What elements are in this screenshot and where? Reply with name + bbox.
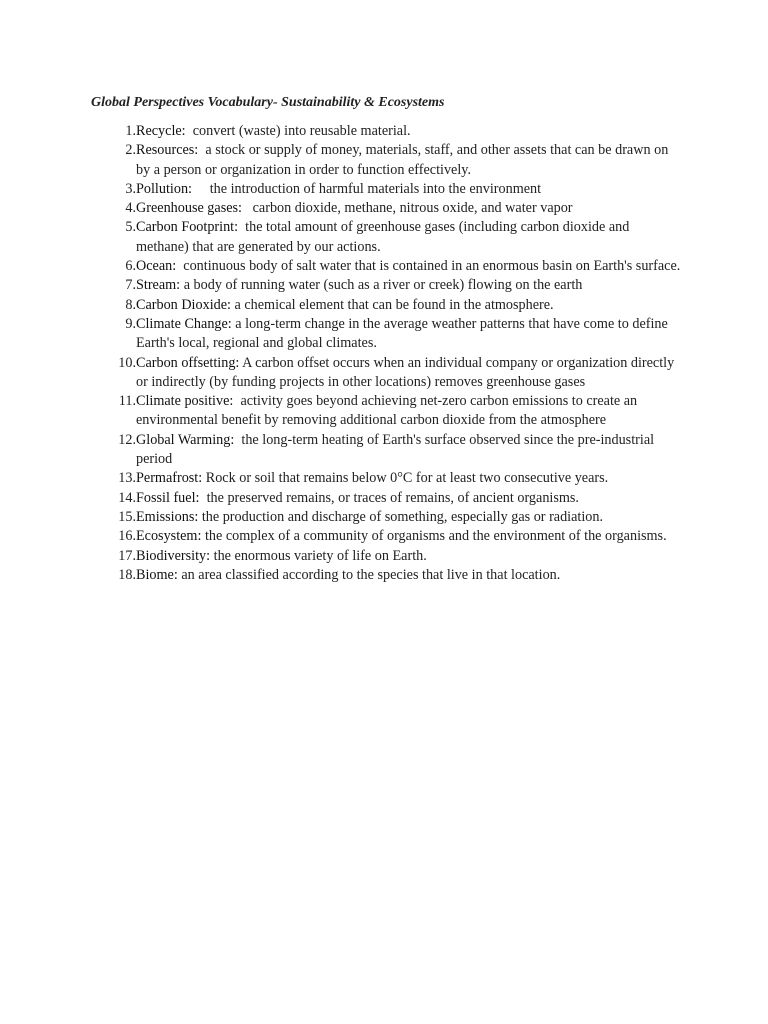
item-body: [136, 469, 681, 488]
vocab-definition: continuous body of salt water that is contained in an enormous basin on Earth's surface.: [176, 258, 681, 275]
list-item: [91, 431, 681, 470]
vocab-term: Biome:: [136, 566, 178, 583]
item-number: 2.: [125, 142, 136, 159]
item-number-cell: [91, 354, 136, 393]
document-title: Global Perspectives Vocabulary- Sustainability & Ecosystems: [91, 95, 445, 110]
item-body: [136, 141, 681, 180]
vocab-definition: convert (waste) into reusable material.: [185, 123, 411, 139]
item-body: [136, 276, 681, 295]
vocab-term: Carbon Footprint:: [136, 219, 239, 236]
vocab-term: Climate positive:: [136, 393, 234, 410]
item-body: [136, 122, 681, 141]
list-item: [91, 489, 681, 508]
item-number: 6.: [125, 258, 136, 275]
list-item: [91, 392, 681, 431]
list-item: [91, 218, 681, 257]
item-body: [136, 431, 681, 470]
vocab-definition: the production and discharge of something, especially gas or radiation.: [198, 508, 604, 525]
vocab-term: Resources:: [136, 142, 199, 159]
vocab-term: Greenhouse gases:: [136, 200, 242, 217]
vocab-definition: the preserved remains, or traces of remains, of ancient organisms.: [199, 489, 579, 506]
vocab-term: Pollution:: [136, 180, 192, 197]
vocab-definition: A carbon offset occurs when an individual company or organization directly or indirectly (by funding projects in other locations) removes greenhouse gases: [136, 354, 678, 390]
item-body: [136, 257, 681, 276]
item-number-cell: [91, 122, 136, 141]
list-item: [91, 199, 681, 218]
vocab-term: Biodiversity:: [136, 547, 211, 564]
vocab-term: Carbon Dioxide:: [136, 296, 231, 313]
item-number-cell: [91, 141, 136, 180]
list-item: [91, 508, 681, 527]
item-body: [136, 527, 681, 546]
item-number: 15.: [118, 508, 136, 525]
item-number-cell: [91, 199, 136, 218]
item-number: 5.: [125, 219, 136, 236]
vocab-term: Recycle:: [136, 123, 186, 139]
item-body: [136, 508, 681, 527]
list-item: [91, 315, 681, 354]
list-item: [91, 469, 681, 488]
vocab-definition: the total amount of greenhouse gases (including carbon dioxide and methane) that are generated by our actions.: [136, 219, 633, 255]
list-item: [91, 566, 681, 585]
item-number-cell: [91, 527, 136, 546]
item-number: 18.: [118, 566, 136, 583]
list-item: [91, 296, 681, 315]
vocabulary-list: [91, 122, 681, 585]
vocab-definition: activity goes beyond achieving net-zero carbon emissions to create an environmental benefit by removing additional carbon dioxide from the atmosphere: [136, 393, 641, 429]
item-body: [136, 566, 681, 585]
item-number: 7.: [125, 277, 136, 294]
list-item: [91, 354, 681, 393]
item-number: 1.: [125, 123, 136, 139]
item-number-cell: [91, 547, 136, 566]
item-number: 8.: [125, 296, 136, 313]
list-item: [91, 547, 681, 566]
item-number-cell: [91, 392, 136, 431]
list-item: [91, 257, 681, 276]
item-number-cell: [91, 431, 136, 470]
item-number-cell: [91, 257, 136, 276]
vocab-term: Fossil fuel:: [136, 489, 200, 506]
item-number: 4.: [125, 200, 136, 217]
item-number: 16.: [118, 528, 136, 545]
vocab-definition: a stock or supply of money, materials, staff, and other assets that can be drawn on by a person or organization in order to function effectively.: [136, 142, 672, 178]
vocab-definition: a chemical element that can be found in the atmosphere.: [230, 296, 554, 313]
vocab-term: Stream:: [136, 277, 181, 294]
item-body: [136, 489, 681, 508]
vocab-definition: the introduction of harmful materials into the environment: [191, 180, 542, 197]
item-body: [136, 354, 681, 393]
vocab-definition: the complex of a community of organisms and the environment of the organisms.: [201, 528, 667, 545]
item-number: 9.: [125, 315, 136, 332]
vocab-term: Climate Change:: [136, 315, 232, 332]
item-body: [136, 199, 681, 218]
item-body: [136, 218, 681, 257]
item-body: [136, 547, 681, 566]
list-item: [91, 527, 681, 546]
vocab-term: Emissions:: [136, 508, 199, 525]
item-number-cell: [91, 180, 136, 199]
item-number: 10.: [118, 354, 136, 371]
list-item: [91, 276, 681, 295]
item-number-cell: [91, 508, 136, 527]
vocab-term: Global Warming:: [136, 431, 235, 448]
item-number: 13.: [118, 470, 136, 487]
item-body: [136, 296, 681, 315]
list-item: [91, 122, 681, 141]
item-number: 17.: [118, 547, 136, 564]
vocab-definition: an area classified according to the species that live in that location.: [177, 566, 561, 583]
vocab-definition: a long-term change in the average weather patterns that have come to define Earth's local, regional and global climates.: [136, 315, 672, 352]
item-number-cell: [91, 566, 136, 585]
vocab-term: Ocean:: [136, 258, 177, 275]
vocab-definition: Rock or soil that remains below 0°C for at least two consecutive years.: [202, 470, 609, 487]
item-number-cell: [91, 218, 136, 257]
item-number-cell: [91, 276, 136, 295]
item-number-cell: [91, 469, 136, 488]
vocab-definition: a body of running water (such as a river or creek) flowing on the earth: [180, 277, 583, 294]
item-body: [136, 392, 681, 431]
vocab-term: Permafrost:: [136, 470, 203, 487]
item-number: 11.: [118, 393, 136, 410]
item-body: [136, 315, 681, 354]
item-number-cell: [91, 489, 136, 508]
item-number-cell: [91, 296, 136, 315]
item-body: [136, 180, 681, 199]
vocab-definition: carbon dioxide, methane, nitrous oxide, and water vapor: [241, 200, 573, 217]
item-number: 14.: [118, 489, 136, 506]
item-number-cell: [91, 315, 136, 354]
vocab-term: Ecosystem:: [136, 528, 202, 545]
vocab-term: Carbon offsetting:: [136, 354, 240, 371]
list-item: [91, 180, 681, 199]
item-number: 12.: [118, 431, 136, 448]
item-number: 3.: [125, 180, 136, 197]
vocab-definition: the enormous variety of life on Earth.: [210, 547, 427, 564]
list-item: [91, 141, 681, 180]
vocab-definition: the long-term heating of Earth's surface observed since the pre-industrial period: [136, 431, 658, 468]
